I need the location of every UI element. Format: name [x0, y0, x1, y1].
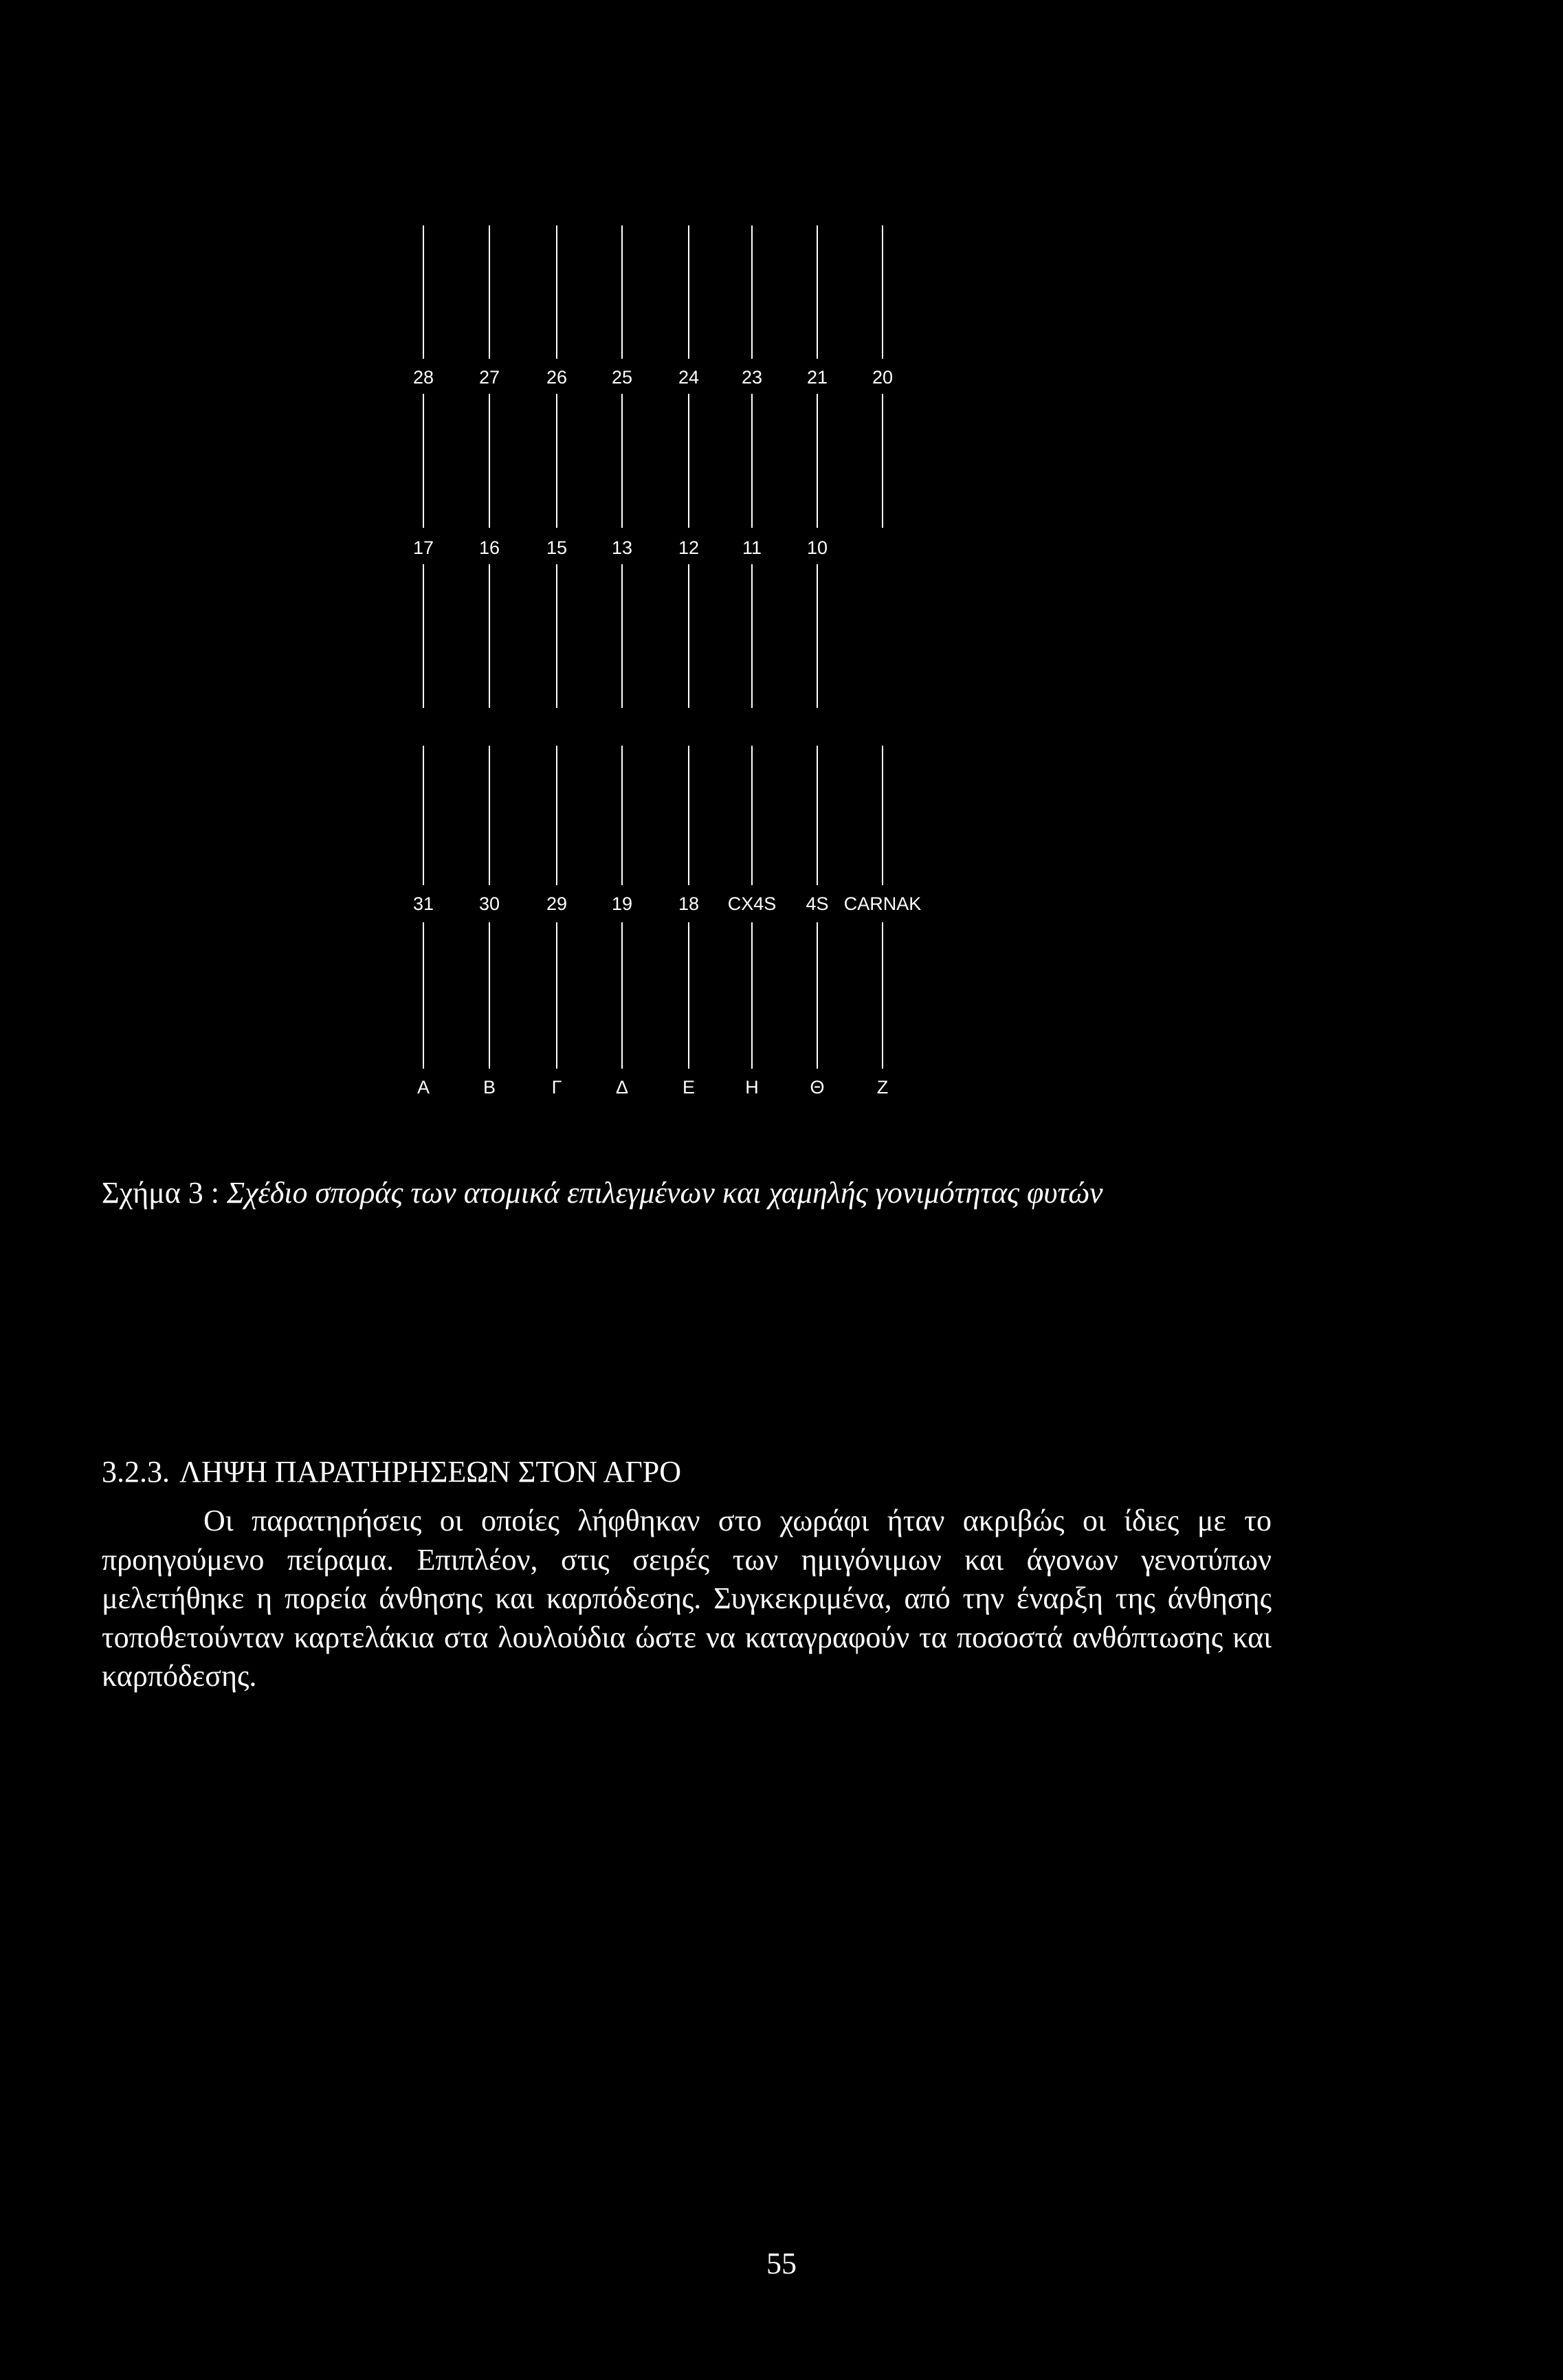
section-title: ΛΗΨΗ ΠΑΡΑΤΗΡΗΣΕΩΝ ΣΤΟΝ ΑΓΡΟ	[179, 1455, 682, 1489]
plot-label: 13	[611, 537, 633, 558]
plot-label: Θ	[810, 1077, 825, 1098]
figure-caption	[102, 1160, 1270, 1226]
figure-caption-text: Σχέδιο σποράς των ατομικά επιλεγμένων και χαμηλής γονιμότητας φυτών	[227, 1176, 1103, 1210]
plot-label: A	[417, 1077, 430, 1098]
plot-label: 30	[478, 893, 500, 914]
sowing-plan-diagram	[0, 0, 1563, 1113]
plot-label: 4S	[806, 893, 829, 914]
plot-label: 20	[872, 367, 894, 388]
plot-label: Z	[876, 1077, 889, 1098]
plot-label: 28	[412, 367, 434, 388]
plot-label: 23	[741, 367, 763, 388]
page-number: 55	[766, 2247, 797, 2280]
plot-label: 25	[611, 367, 633, 388]
plot-label: 29	[546, 893, 568, 914]
plot-label: H	[745, 1077, 759, 1098]
sowing-plan-lines	[0, 0, 1563, 1113]
plot-label: Γ	[551, 1077, 562, 1098]
figure-caption-number: Σχήμα 3 :	[102, 1176, 220, 1210]
plot-label: 16	[478, 537, 500, 558]
plot-label: 19	[611, 893, 633, 914]
plot-label: 10	[806, 537, 828, 558]
plot-label: 26	[546, 367, 568, 388]
plot-label: B	[483, 1077, 496, 1098]
plot-label: CARNAK	[843, 893, 922, 914]
section-heading	[102, 1452, 681, 1493]
section-paragraph: Οι παρατηρήσεις οι οποίες λήφθηκαν στο χωράφι ήταν ακριβώς οι ίδιες με το προηγούμενο πείραμα. Επιπλέον, στις σειρές των ημιγόνιμων και άγονων γενοτύπων μελετήθηκε η πορεία άνθησης και καρπόδεσης. Συγκεκριμένα, από την έναρξη της άνθησης τοποθετούνταν καρτελάκια στα λουλούδια ώστε να καταγραφούν τα ποσοστά ανθόπτωσης και καρπόδεσης.	[102, 1504, 1272, 1693]
plot-label: 21	[806, 367, 828, 388]
plot-label: 31	[412, 893, 434, 914]
plot-label: 15	[546, 537, 568, 558]
section-number: 3.2.3.	[102, 1455, 170, 1489]
plot-label: 24	[678, 367, 700, 388]
plot-label: E	[682, 1077, 696, 1098]
plot-label: 18	[678, 893, 700, 914]
plot-label: 11	[742, 537, 762, 558]
plot-label: 12	[678, 537, 700, 558]
plot-label: CX4S	[727, 893, 777, 914]
plot-label: Δ	[615, 1077, 629, 1098]
plot-label: 27	[478, 367, 500, 388]
plot-label: 17	[412, 537, 434, 558]
